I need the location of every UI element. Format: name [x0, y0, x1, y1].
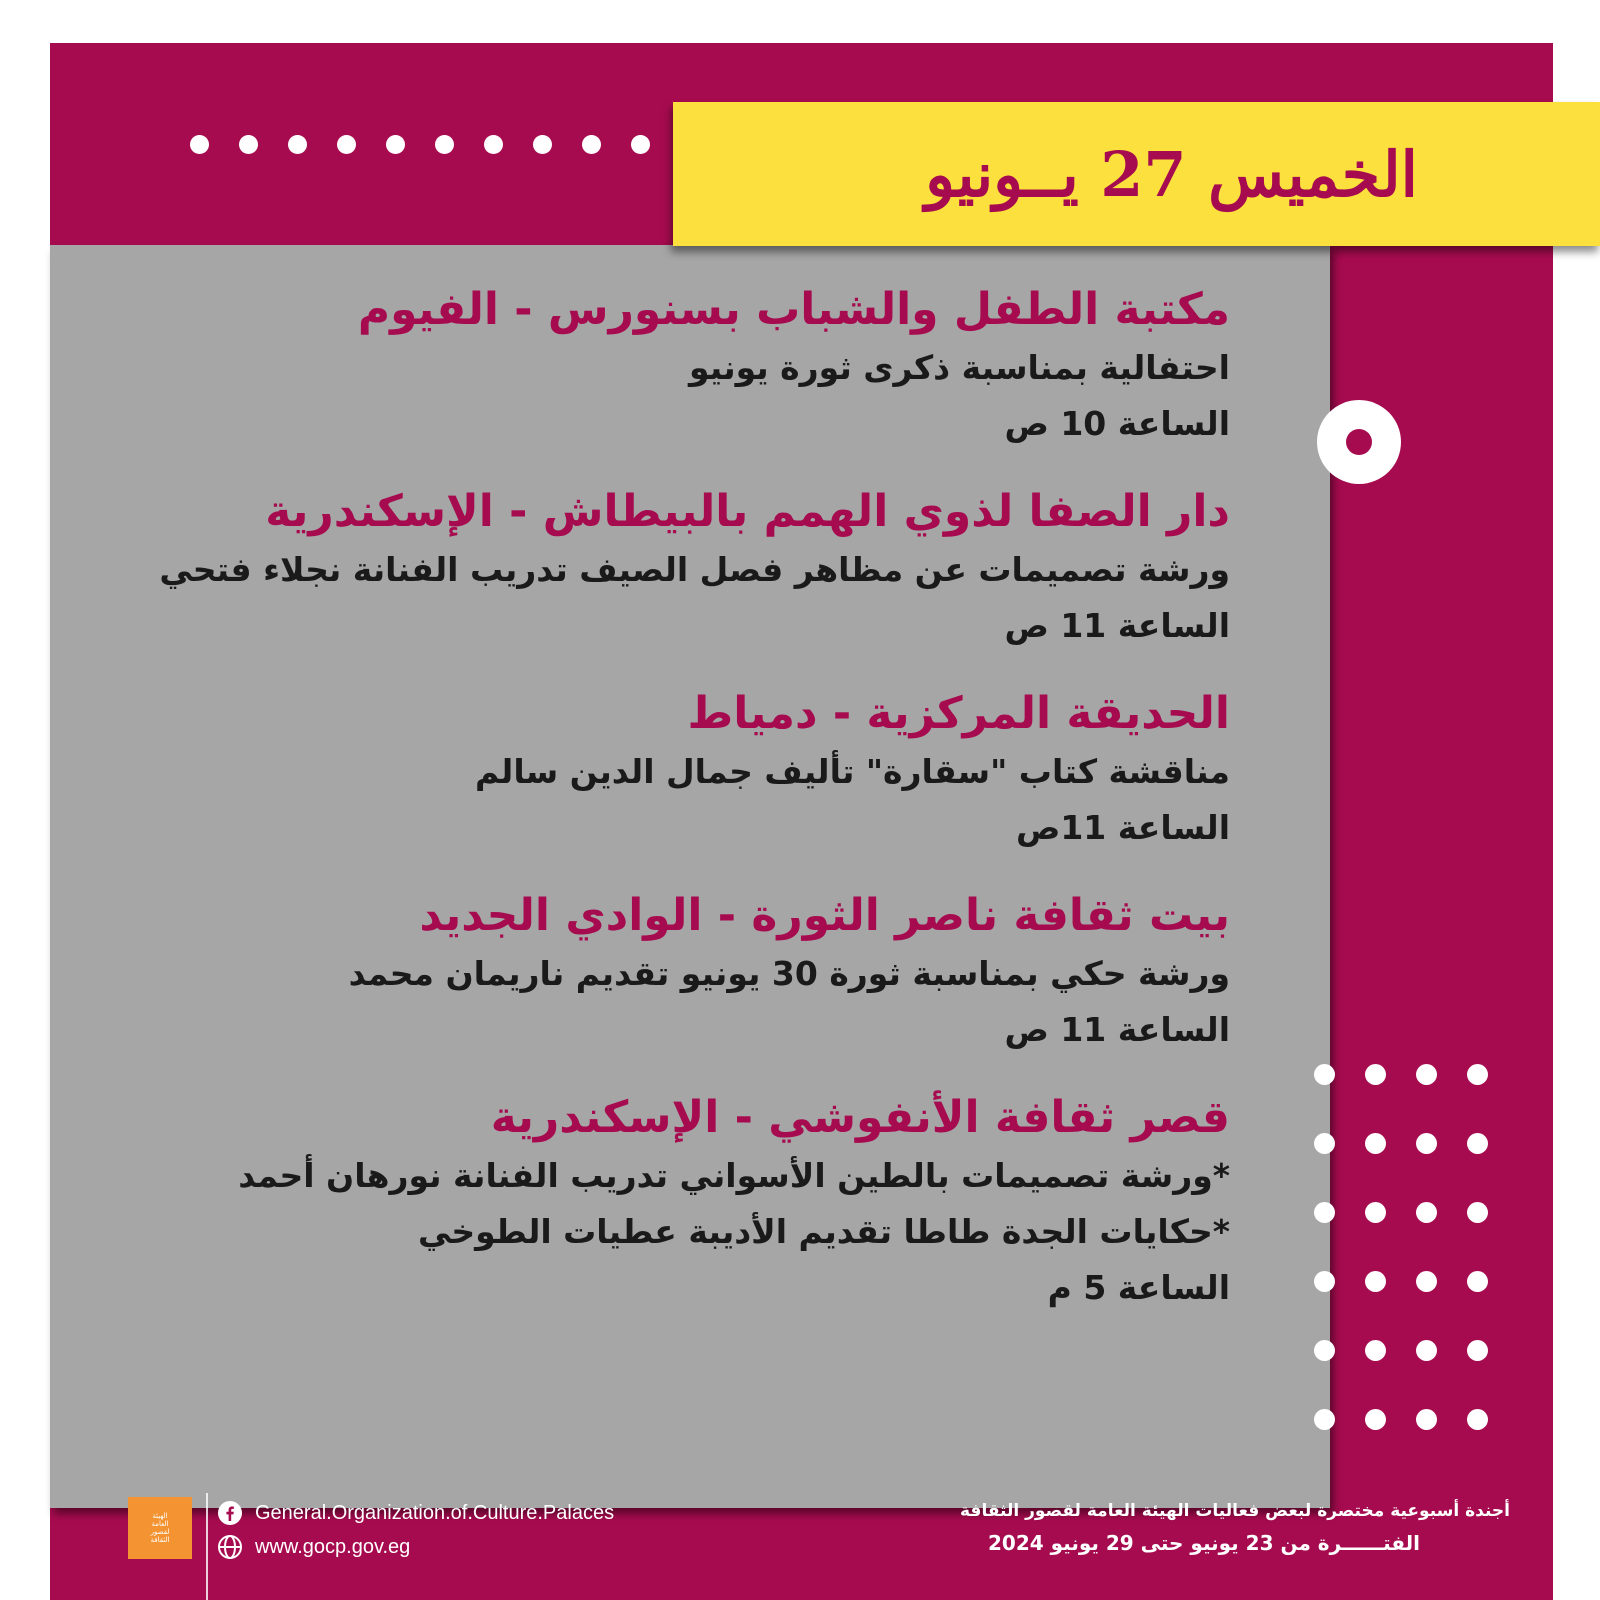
event-description: مناقشة كتاب "سقارة" تأليف جمال الدين سالم [475, 752, 1230, 791]
website-url: www.gocp.gov.eg [255, 1535, 411, 1558]
facebook-page-name: General.Organization.of.Culture.Palaces [255, 1501, 615, 1524]
event-description: *ورشة تصميمات بالطين الأسواني تدريب الفنانة نورهان أحمد [238, 1156, 1230, 1195]
event-item [150, 886, 1230, 1058]
date-title: الخميس 27 يــونيو [925, 137, 1418, 211]
gocp-logo: الهيئة العامة لقصور الثقافة [128, 1497, 192, 1559]
event-item [150, 684, 1230, 856]
event-description: ورشة تصميمات عن مظاهر فصل الصيف تدريب الفنانة نجلاء فتحي [159, 550, 1230, 589]
event-venue: بيت ثقافة ناصر الثورة - الوادي الجديد [419, 890, 1230, 941]
agenda-title: أجندة أسبوعية مختصرة لبعض فعاليات الهيئة العامة لقصور الثقافة [960, 1501, 1510, 1521]
event-time: الساعة 11 ص [1004, 1010, 1230, 1049]
website-link[interactable] [217, 1534, 410, 1560]
event-venue: الحديقة المركزية - دمياط [687, 688, 1230, 739]
event-time: الساعة 11 ص [1004, 606, 1230, 645]
event-description: *حكايات الجدة طاطا تقديم الأديبة عطيات الطوخي [417, 1212, 1230, 1251]
event-item [150, 280, 1230, 452]
event-description: احتفالية بمناسبة ذكرى ثورة يونيو [689, 348, 1230, 387]
facebook-link[interactable] [217, 1500, 614, 1526]
event-venue: قصر ثقافة الأنفوشي - الإسكندرية [490, 1092, 1230, 1143]
events-list [150, 280, 1230, 1346]
facebook-icon [217, 1500, 243, 1526]
decorative-dots-top [190, 135, 650, 154]
globe-icon [217, 1534, 243, 1560]
event-item [150, 482, 1230, 654]
event-venue: مكتبة الطفل والشباب بسنورس - الفيوم [357, 284, 1230, 335]
event-item [150, 1088, 1230, 1316]
event-time: الساعة 11ص [1015, 808, 1230, 847]
decorative-dot-grid [1314, 1064, 1488, 1430]
event-description: ورشة حكي بمناسبة ثورة 30 يونيو تقديم ناريمان محمد [348, 954, 1230, 993]
event-time: الساعة 5 م [1047, 1268, 1230, 1307]
footer-divider [206, 1493, 208, 1600]
decorative-ring-icon [1317, 400, 1401, 484]
agenda-period: الفتــــــرة من 23 يونيو حتى 29 يونيو 2024 [987, 1531, 1420, 1555]
event-time: الساعة 10 ص [1004, 404, 1230, 443]
agenda-note [910, 1496, 1510, 1560]
date-banner [673, 102, 1600, 246]
event-venue: دار الصفا لذوي الهمم بالبيطاش - الإسكندرية [265, 486, 1230, 537]
